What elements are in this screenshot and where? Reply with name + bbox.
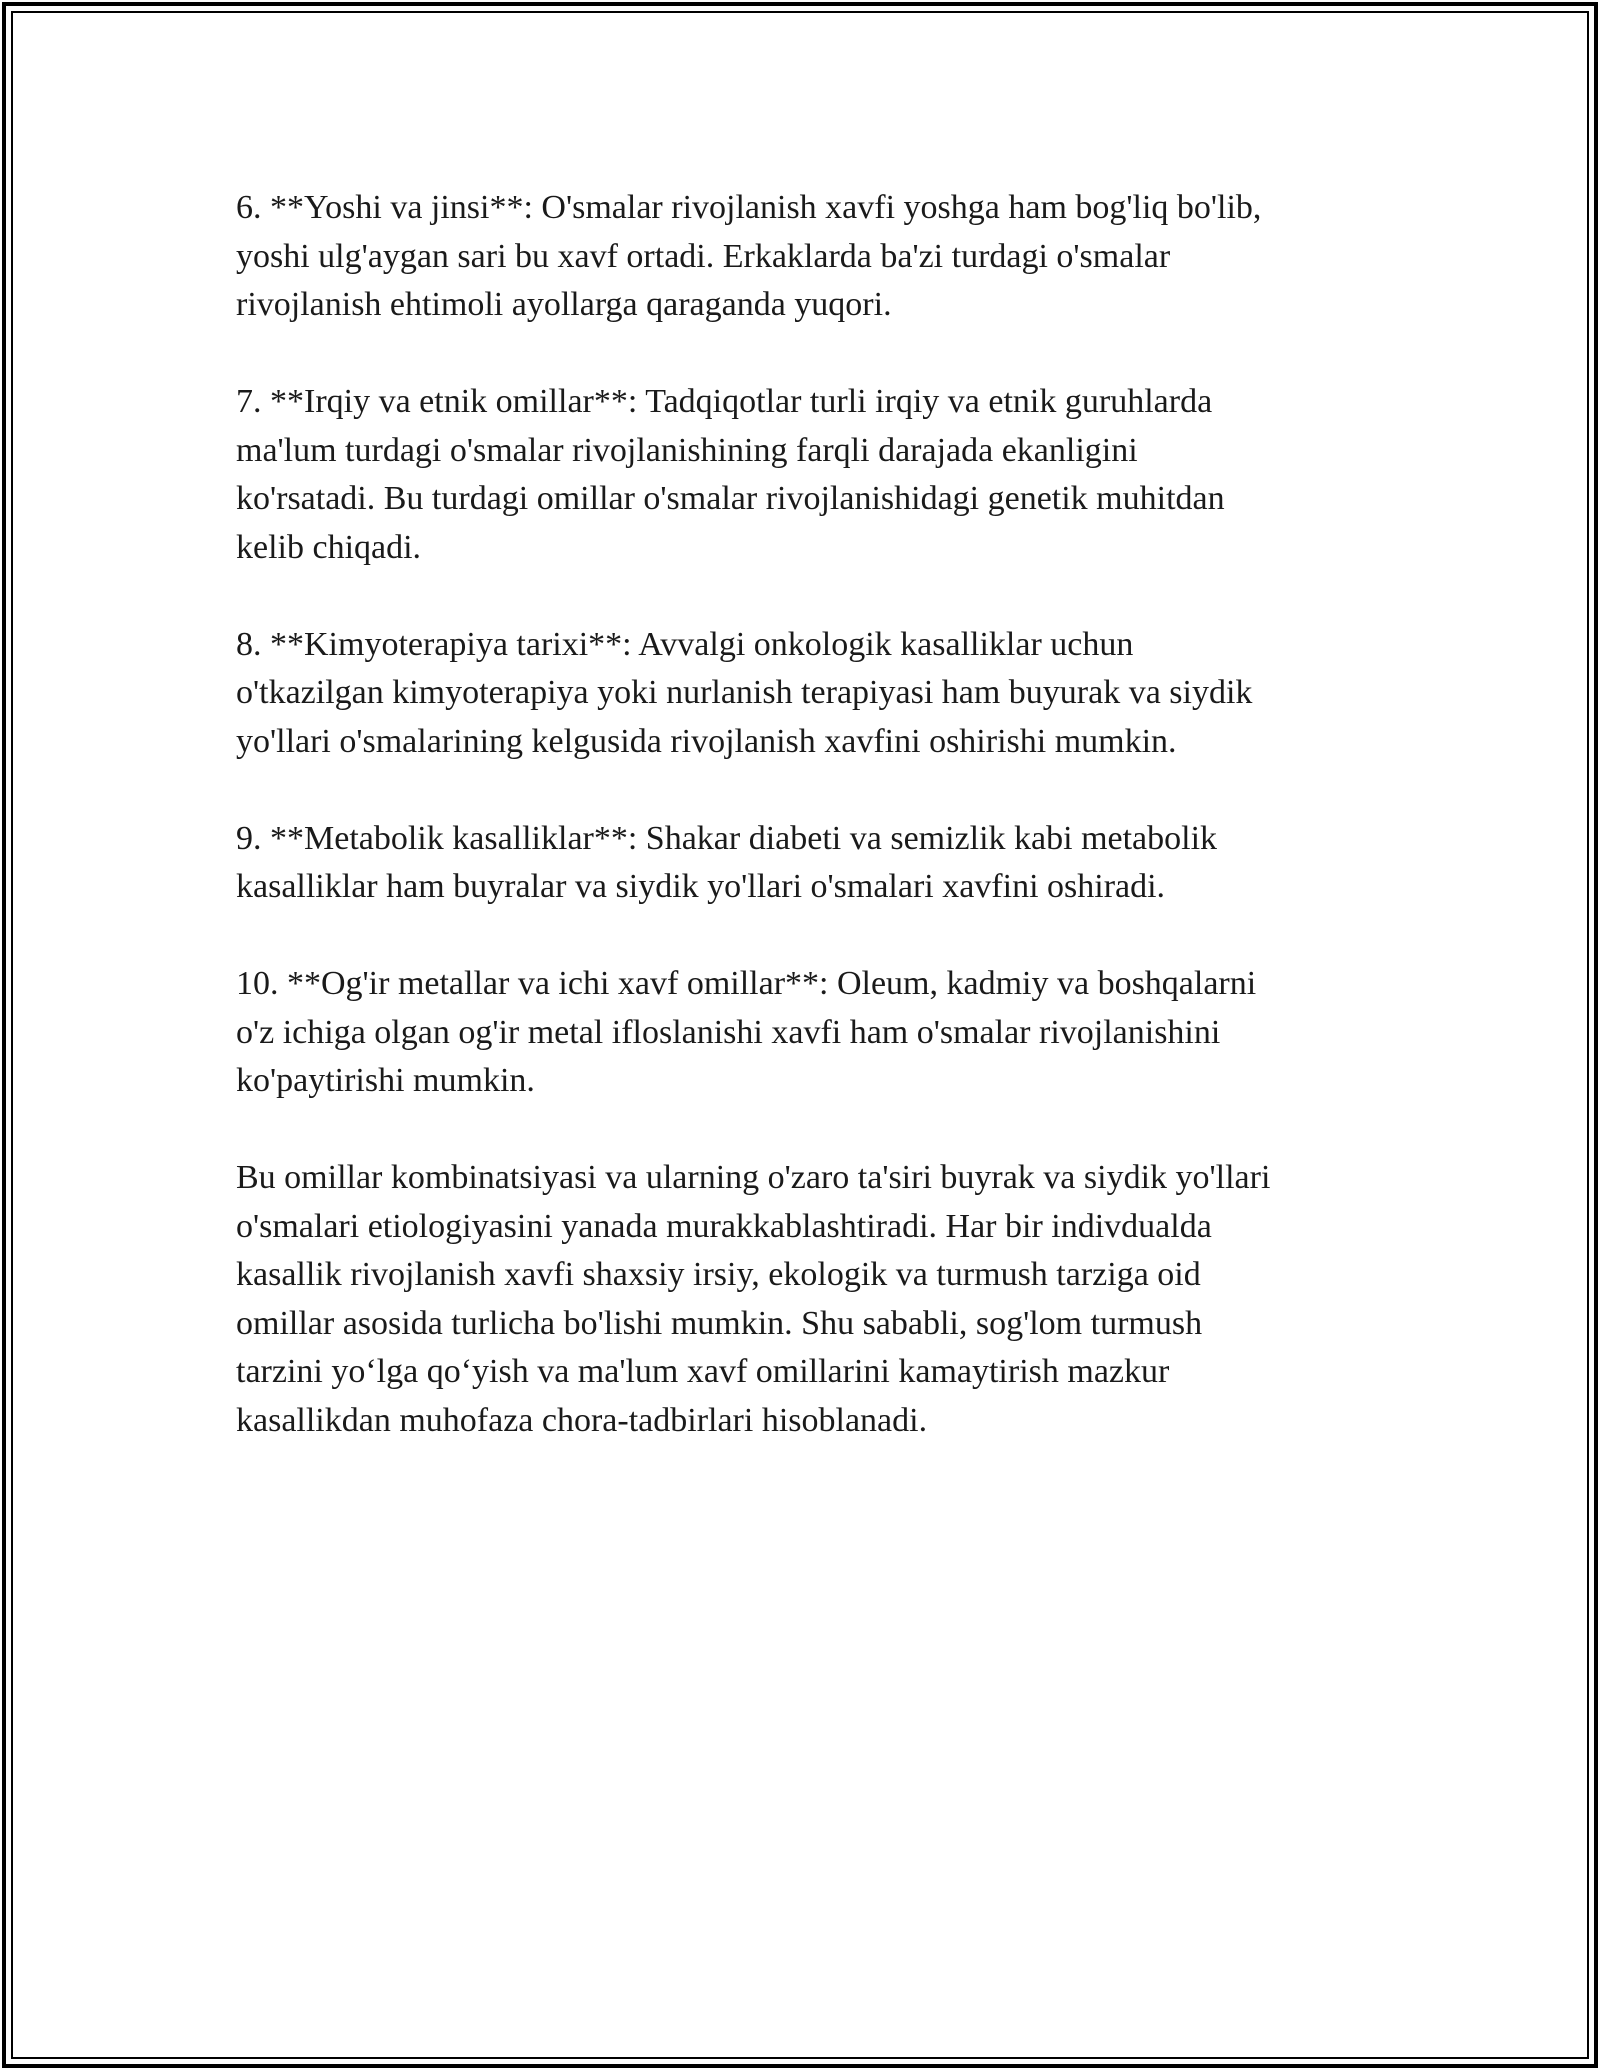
text-line: kasallikdan muhofaza chora-tadbirlari hisoblanadi. <box>236 1401 928 1439</box>
text-line: kasallik rivojlanish xavfi shaxsiy irsiy, ekologik va turmush tarziga oid <box>236 1256 1201 1293</box>
paragraph-item-8 <box>236 621 1356 767</box>
text-line: o'tkazilgan kimyoterapiya yoki nurlanish terapiyasi ham buyurak va siydik <box>236 674 1253 711</box>
paragraph-item-7 <box>236 378 1356 572</box>
paragraph-item-6 <box>236 184 1356 330</box>
text-line: kasalliklar ham buyralar va siydik yo'llari o'smalari xavfini oshiradi. <box>236 868 1166 905</box>
paragraph-conclusion <box>236 1154 1356 1445</box>
text-line: rivojlanish ehtimoli ayollarga qaraganda yuqori. <box>236 286 892 323</box>
text-line: omillar asosida turlicha bo'lishi mumkin. Shu sababli, sog'lom turmush <box>236 1304 1203 1342</box>
text-line: yoshi ulg'aygan sari bu xavf ortadi. Erkaklarda ba'zi turdagi o'smalar <box>236 237 1171 275</box>
text-line: ma'lum turdagi o'smalar rivojlanishining farqli darajada ekanligini <box>236 431 1138 469</box>
paragraph-item-10 <box>236 960 1356 1106</box>
text-line: kelib chiqadi. <box>236 528 422 566</box>
paragraph-item-9 <box>236 815 1356 912</box>
text-line: ko'rsatadi. Bu turdagi omillar o'smalar rivojlanishidagi genetik muhitdan <box>236 480 1225 517</box>
document-body <box>236 184 1356 1494</box>
text-line: 8. **Kimyoterapiya tarixi**: Avvalgi onkologik kasalliklar uchun <box>236 625 1134 663</box>
text-line: 7. **Irqiy va etnik omillar**: Tadqiqotlar turli irqiy va etnik guruhlarda <box>236 383 1213 420</box>
text-line: 10. **Og'ir metallar va ichi xavf omillar**: Oleum, kadmiy va boshqalarni <box>236 965 1257 1002</box>
text-line: 6. **Yoshi va jinsi**: O'smalar rivojlanish xavfi yoshga ham bog'liq bo'lib, <box>236 189 1262 226</box>
text-line: o'smalari etiologiyasini yanada murakkablashtiradi. Har bir indivdualda <box>236 1207 1212 1245</box>
text-line: tarzini yo‘lga qo‘yish va ma'lum xavf omillarini kamaytirish mazkur <box>236 1353 1170 1390</box>
text-line: o'z ichiga olgan og'ir metal ifloslanishi xavfi ham o'smalar rivojlanishini <box>236 1013 1221 1051</box>
text-line: 9. **Metabolik kasalliklar**: Shakar diabeti va semizlik kabi metabolik <box>236 819 1218 857</box>
text-line: Bu omillar kombinatsiyasi va ularning o'zaro ta'siri buyrak va siydik yo'llari <box>236 1159 1271 1196</box>
text-line: ko'paytirishi mumkin. <box>236 1062 535 1099</box>
text-line: yo'llari o'smalarining kelgusida rivojlanish xavfini oshirishi mumkin. <box>236 722 1177 760</box>
